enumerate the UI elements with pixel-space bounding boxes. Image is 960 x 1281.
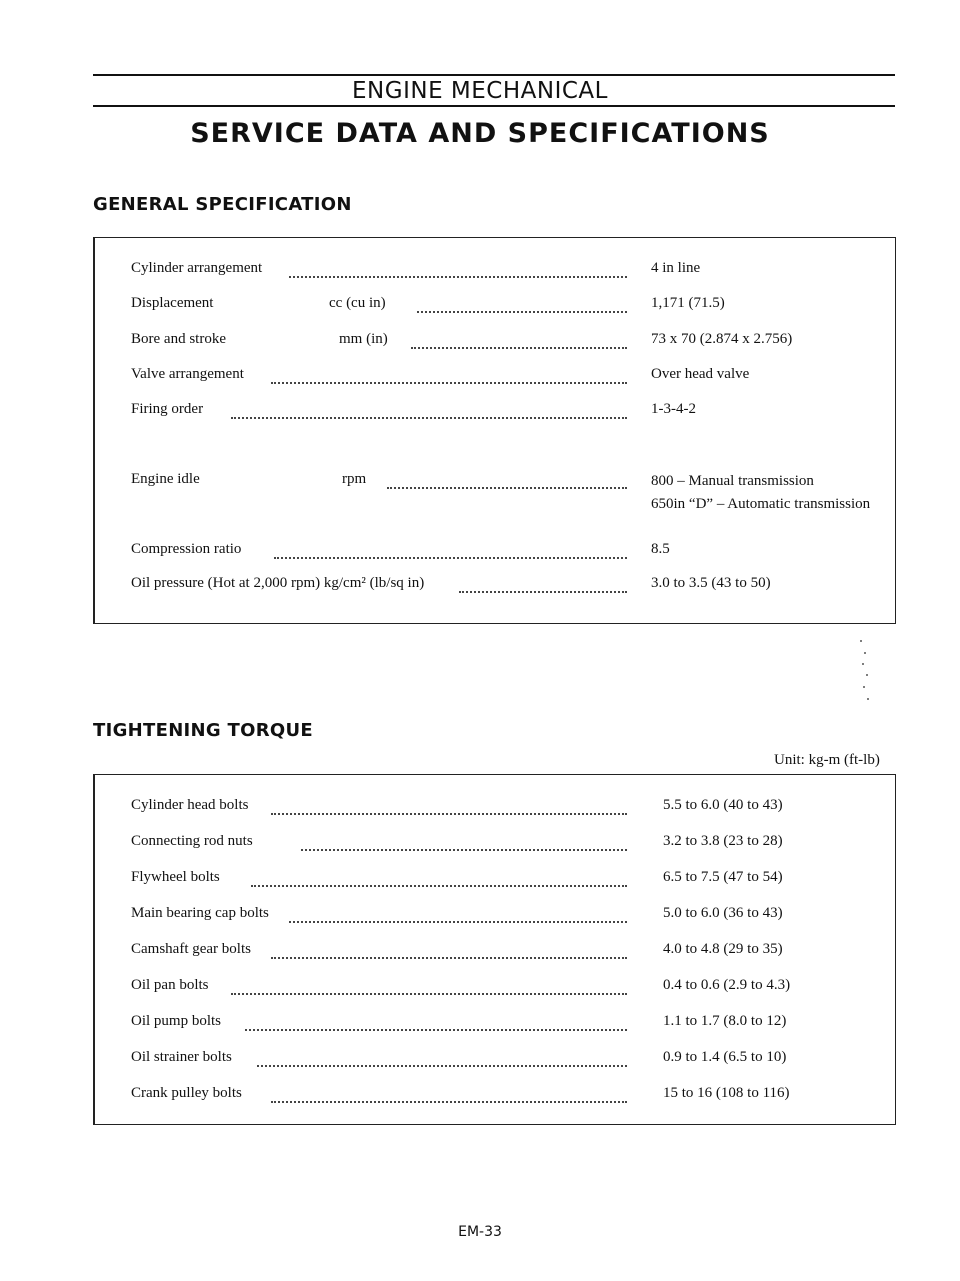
spec-label: Valve arrangement xyxy=(131,366,244,382)
spec-value: 800 – Manual transmission xyxy=(651,473,814,489)
chapter-title: ENGINE MECHANICAL xyxy=(352,78,608,104)
page-number: EM-33 xyxy=(458,1224,502,1240)
torque-label: Main bearing cap bolts xyxy=(131,905,269,921)
spec-unit: cc (cu in) xyxy=(329,295,386,311)
unit-note: Unit: kg-m (ft-lb) xyxy=(774,752,880,768)
leader-dots xyxy=(251,869,627,887)
torque-table xyxy=(93,774,896,1125)
leader-dots xyxy=(289,905,627,923)
spec-value: 4 in line xyxy=(651,260,701,276)
leader-dots xyxy=(459,575,627,593)
spec-value: 1-3-4-2 xyxy=(651,401,696,417)
scan-speck xyxy=(864,652,866,654)
leader-dots xyxy=(271,1085,627,1103)
spec-label: Displacement xyxy=(131,295,214,311)
spec-label: Compression ratio xyxy=(131,541,242,557)
leader-dots xyxy=(289,260,627,278)
torque-value: 5.5 to 6.0 (40 to 43) xyxy=(663,797,783,813)
torque-value: 1.1 to 1.7 (8.0 to 12) xyxy=(663,1013,787,1029)
torque-label: Flywheel bolts xyxy=(131,869,220,885)
torque-row xyxy=(131,1085,901,1105)
leader-dots xyxy=(411,331,627,349)
torque-value: 0.4 to 0.6 (2.9 to 4.3) xyxy=(663,977,791,993)
leader-dots xyxy=(257,1049,627,1067)
scan-speck xyxy=(867,698,869,700)
leader-dots xyxy=(417,295,627,313)
spec-unit: mm (in) xyxy=(339,331,388,347)
spec-row xyxy=(131,366,901,386)
leader-dots xyxy=(245,1013,627,1031)
torque-row xyxy=(131,869,901,889)
torque-row xyxy=(131,905,901,925)
leader-dots xyxy=(271,941,627,959)
scan-speck xyxy=(860,640,862,642)
tightening-torque-heading: TIGHTENING TORQUE xyxy=(93,720,314,741)
torque-label: Oil pan bolts xyxy=(131,977,209,993)
leader-dots xyxy=(301,833,627,851)
spec-label: Cylinder arrangement xyxy=(131,260,263,276)
spec-row xyxy=(131,295,901,315)
torque-row xyxy=(131,977,901,997)
header-rule-bottom xyxy=(93,105,895,107)
general-spec-table xyxy=(93,237,896,624)
spec-label: Bore and stroke xyxy=(131,331,226,347)
leader-dots xyxy=(231,401,627,419)
torque-label: Cylinder head bolts xyxy=(131,797,249,813)
torque-value: 0.9 to 1.4 (6.5 to 10) xyxy=(663,1049,787,1065)
scan-speck xyxy=(866,674,868,676)
leader-dots xyxy=(271,797,627,815)
torque-row xyxy=(131,833,901,853)
spec-value: 1,171 (71.5) xyxy=(651,295,725,311)
torque-value: 6.5 to 7.5 (47 to 54) xyxy=(663,869,783,885)
torque-row xyxy=(131,797,901,817)
torque-label: Crank pulley bolts xyxy=(131,1085,242,1101)
leader-dots xyxy=(274,541,627,559)
spec-label: Oil pressure (Hot at 2,000 rpm) kg/cm² (lb/sq in) xyxy=(131,575,425,591)
torque-label: Oil strainer bolts xyxy=(131,1049,232,1065)
spec-row xyxy=(131,260,901,280)
scan-speck xyxy=(862,663,864,665)
spec-row xyxy=(131,471,901,513)
general-spec-heading: GENERAL SPECIFICATION xyxy=(93,194,352,215)
torque-value: 5.0 to 6.0 (36 to 43) xyxy=(663,905,783,921)
torque-row xyxy=(131,941,901,961)
spec-row xyxy=(131,401,901,421)
torque-value: 3.2 to 3.8 (23 to 28) xyxy=(663,833,783,849)
torque-label: Oil pump bolts xyxy=(131,1013,222,1029)
torque-label: Connecting rod nuts xyxy=(131,833,253,849)
spec-value: 3.0 to 3.5 (43 to 50) xyxy=(651,575,771,591)
torque-row xyxy=(131,1013,901,1033)
spec-value-line2: 650in “D” – Automatic transmission xyxy=(651,496,871,512)
page-title: SERVICE DATA AND SPECIFICATIONS xyxy=(190,118,770,149)
torque-label: Camshaft gear bolts xyxy=(131,941,251,957)
torque-row xyxy=(131,1049,901,1069)
spec-value: 73 x 70 (2.874 x 2.756) xyxy=(651,331,793,347)
torque-value: 15 to 16 (108 to 116) xyxy=(663,1085,790,1101)
header-rule-top xyxy=(93,74,895,76)
leader-dots xyxy=(231,977,627,995)
spec-value: 8.5 xyxy=(651,541,670,557)
torque-value: 4.0 to 4.8 (29 to 35) xyxy=(663,941,783,957)
spec-label: Firing order xyxy=(131,401,204,417)
spec-label: Engine idle xyxy=(131,471,200,487)
leader-dots xyxy=(271,366,627,384)
leader-dots xyxy=(387,471,627,489)
spec-value: Over head valve xyxy=(651,366,750,382)
spec-row xyxy=(131,575,901,595)
spec-row xyxy=(131,331,901,351)
spec-row xyxy=(131,541,901,561)
spec-unit: rpm xyxy=(342,471,367,487)
scan-speck xyxy=(863,686,865,688)
